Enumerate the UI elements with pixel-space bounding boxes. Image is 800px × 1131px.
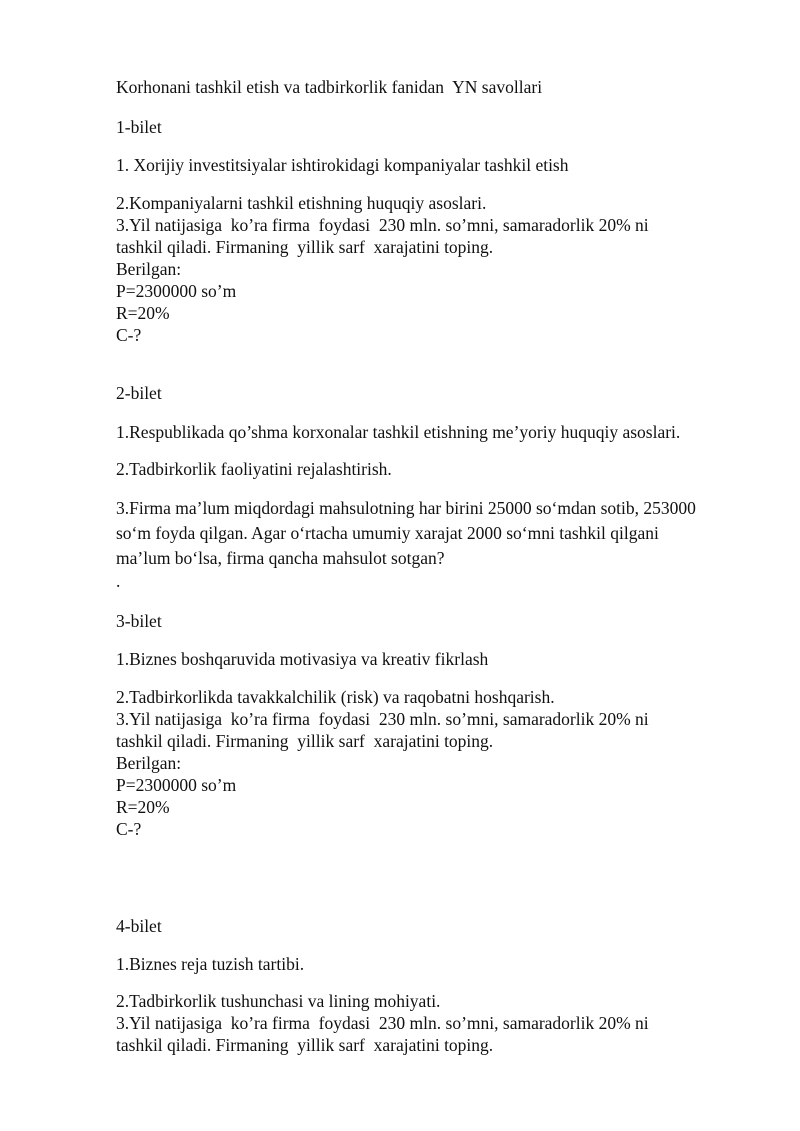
given-line: P=2300000 so’m <box>116 281 237 301</box>
given-line: R=20% <box>116 797 170 817</box>
question-line: ma’lum bo‘lsa, firma qancha mahsulot sotgan? <box>116 548 445 568</box>
question-line: 2.Kompaniyalarni tashkil etishning huquqiy asoslari. <box>116 193 487 213</box>
ticket-heading: 2-bilet <box>116 383 162 403</box>
document-title: Korhonani tashkil etish va tadbirkorlik fanidan YN savollari <box>116 77 543 97</box>
question-line: 1.Biznes reja tuzish tartibi. <box>116 954 305 974</box>
question-line: tashkil qiladi. Firmaning yillik sarf xarajatini toping. <box>116 731 494 751</box>
ticket-heading: 3-bilet <box>116 611 162 631</box>
ticket-heading: 4-bilet <box>116 916 162 936</box>
stray-dot: . <box>116 571 121 591</box>
question-line: tashkil qiladi. Firmaning yillik sarf xarajatini toping. <box>116 1035 494 1055</box>
given-line: C-? <box>116 325 142 345</box>
question-line: 1.Biznes boshqaruvida motivasiya va kreativ fikrlash <box>116 649 489 669</box>
question-line: 2.Tadbirkorlik faoliyatini rejalashtirish. <box>116 459 392 479</box>
question-line: 3.Yil natijasiga ko’ra firma foydasi 230 mln. so’mni, samaradorlik 20% ni <box>116 709 649 729</box>
question-line: 3.Yil natijasiga ko’ra firma foydasi 230 mln. so’mni, samaradorlik 20% ni <box>116 1013 649 1033</box>
question-line: 1. Xorijiy investitsiyalar ishtirokidagi kompaniyalar tashkil etish <box>116 155 569 175</box>
question-line: tashkil qiladi. Firmaning yillik sarf xarajatini toping. <box>116 237 494 257</box>
given-label: Berilgan: <box>116 259 182 279</box>
given-label: Berilgan: <box>116 753 182 773</box>
ticket-heading: 1-bilet <box>116 117 162 137</box>
question-line: 2.Tadbirkorlikda tavakkalchilik (risk) va raqobatni hoshqarish. <box>116 687 555 707</box>
given-line: R=20% <box>116 303 170 323</box>
question-line: 1.Respublikada qo’shma korxonalar tashkil etishning me’yoriy huquqiy asoslari. <box>116 422 681 442</box>
given-line: P=2300000 so’m <box>116 775 237 795</box>
question-line: 3.Yil natijasiga ko’ra firma foydasi 230 mln. so’mni, samaradorlik 20% ni <box>116 215 649 235</box>
question-line: 3.Firma ma’lum miqdordagi mahsulotning har birini 25000 so‘mdan sotib, 253000 <box>116 498 696 518</box>
given-line: C-? <box>116 819 142 839</box>
question-line: 2.Tadbirkorlik tushunchasi va lining mohiyati. <box>116 991 441 1011</box>
question-line: so‘m foyda qilgan. Agar o‘rtacha umumiy xarajat 2000 so‘mni tashkil qilgani <box>116 523 659 543</box>
